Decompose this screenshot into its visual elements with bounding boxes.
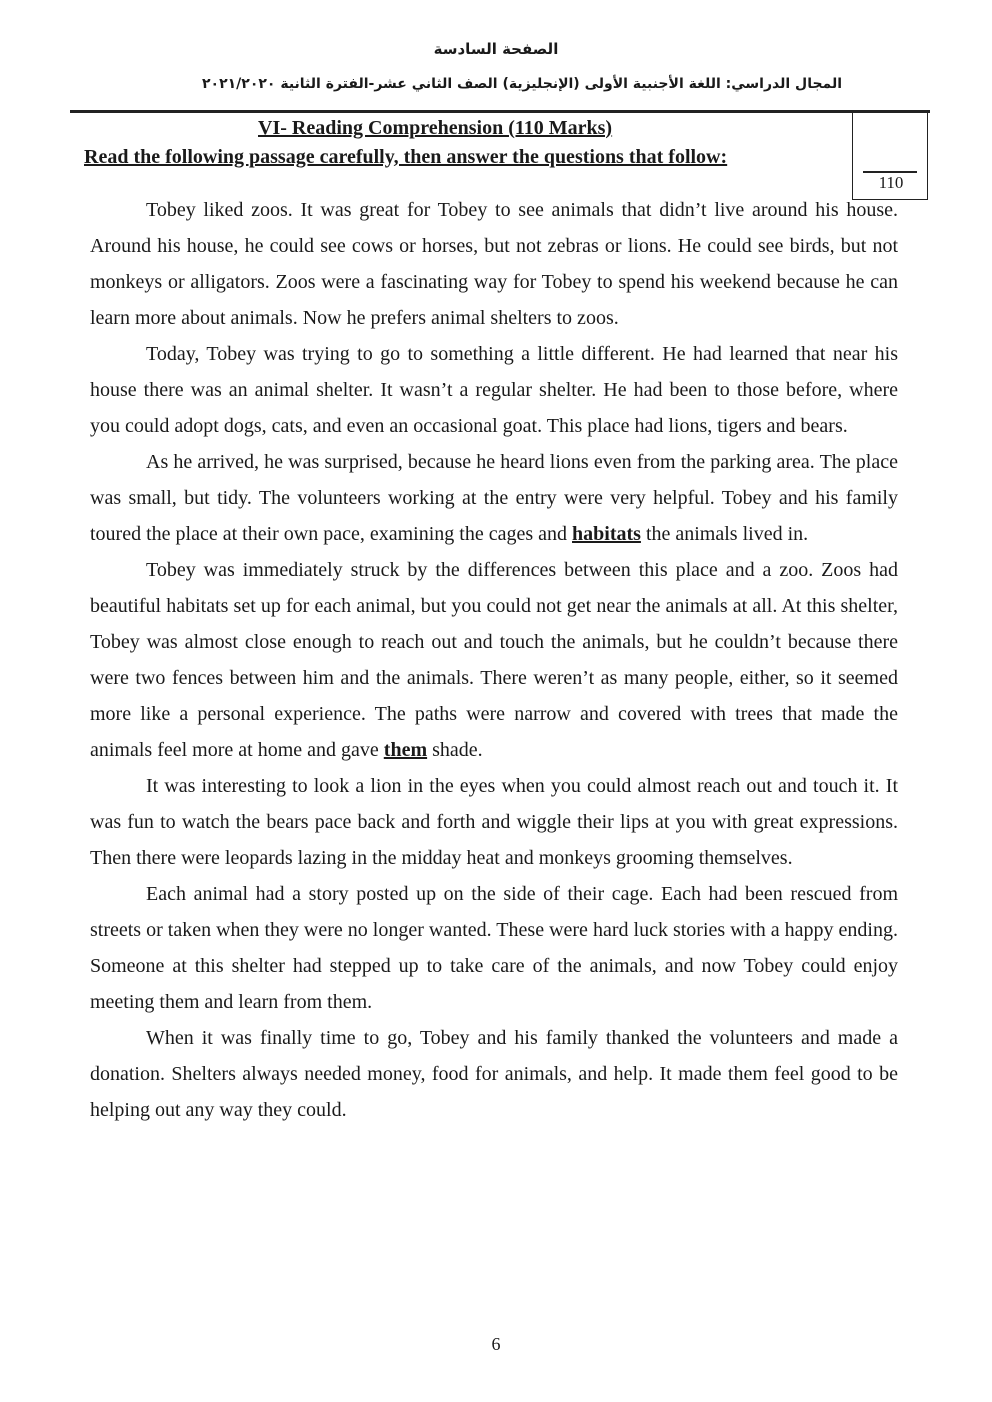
arabic-subject-line: المجال الدراسي: اللغة الأجنبية الأولى (الإنجليزية) الصف الثاني عشر-الفترة الثانية ٢٠٢١/٢٠٢٠: [201, 76, 842, 92]
instruction-text: Read the following passage carefully, then answer the questions that follow:: [84, 146, 728, 168]
page-number: 6: [491, 1334, 501, 1354]
paragraph-7: When it was finally time to go, Tobey and his family thanked the volunteers and made a donation. Shelters always needed money, food for animals, and help. It made them feel good to be helping out any way they could.: [90, 1027, 898, 1121]
paragraph-1: Tobey liked zoos. It was great for Tobey to see animals that didn’t live around his house. Around his house, he could see cows or horses, but not zebras or lions. He could see birds, but not monkeys or alligators. Zoos were a fascinating way for Tobey to spend his weekend because he can learn more about animals. Now he prefers animal shelters to zoos.: [90, 199, 898, 329]
header-divider: [70, 110, 930, 113]
paragraph-5: It was interesting to look a lion in the eyes when you could almost reach out and touch it. It was fun to watch the bears pace back and forth and wiggle their lips at you with great expressions. Then there were leopards lazing in the midday heat and monkeys grooming themselves.: [90, 775, 898, 869]
paragraph-6: Each animal had a story posted up on the side of their cage. Each had been rescued from streets or taken when they were no longer wanted. These were hard luck stories with a happy ending. Someone at this shelter had stepped up to take care of the animals, and now Tobey could enjoy meeting them and learn from them.: [90, 883, 898, 1013]
paragraph-3-text-end: the animals lived in.: [640, 523, 809, 545]
marks-box: [852, 113, 928, 200]
paragraph-4-text-end: shade.: [427, 739, 483, 761]
arabic-page-label: الصفحة السادسة: [433, 40, 559, 58]
keyword-them: them: [383, 739, 428, 761]
paragraph-4: [90, 552, 898, 768]
reading-passage: [90, 192, 898, 1128]
marks-total: 110: [878, 173, 904, 192]
section-title: VI- Reading Comprehension (110 Marks): [258, 117, 613, 139]
paragraph-3: [90, 444, 898, 552]
paragraph-4-text: Tobey was immediately struck by the differences between this place and a zoo. Zoos had beautiful habitats set up for each animal, but you could not get near the animals at all. At this shelter, Tobey was almost close enough to reach out and touch the animals, but he couldn’t because there were two fences between him and the animals. There weren’t as many people, either, so it seemed more like a personal experience. The paths were narrow and covered with trees that made the animals feel more at home and gave: [90, 559, 898, 761]
paragraph-3-text: As he arrived, he was surprised, because he heard lions even from the parking area. The place was small, but tidy. The volunteers working at the entry were very helpful. Tobey and his family toured the place at their own pace, examining the cages and: [90, 451, 898, 545]
paragraph-2: Today, Tobey was trying to go to something a little different. He had learned that near his house there was an animal shelter. It wasn’t a regular shelter. He had been to those before, where you could adopt dogs, cats, and even an occasional goat. This place had lions, tigers and bears.: [90, 343, 898, 437]
keyword-habitats: habitats: [572, 523, 641, 545]
